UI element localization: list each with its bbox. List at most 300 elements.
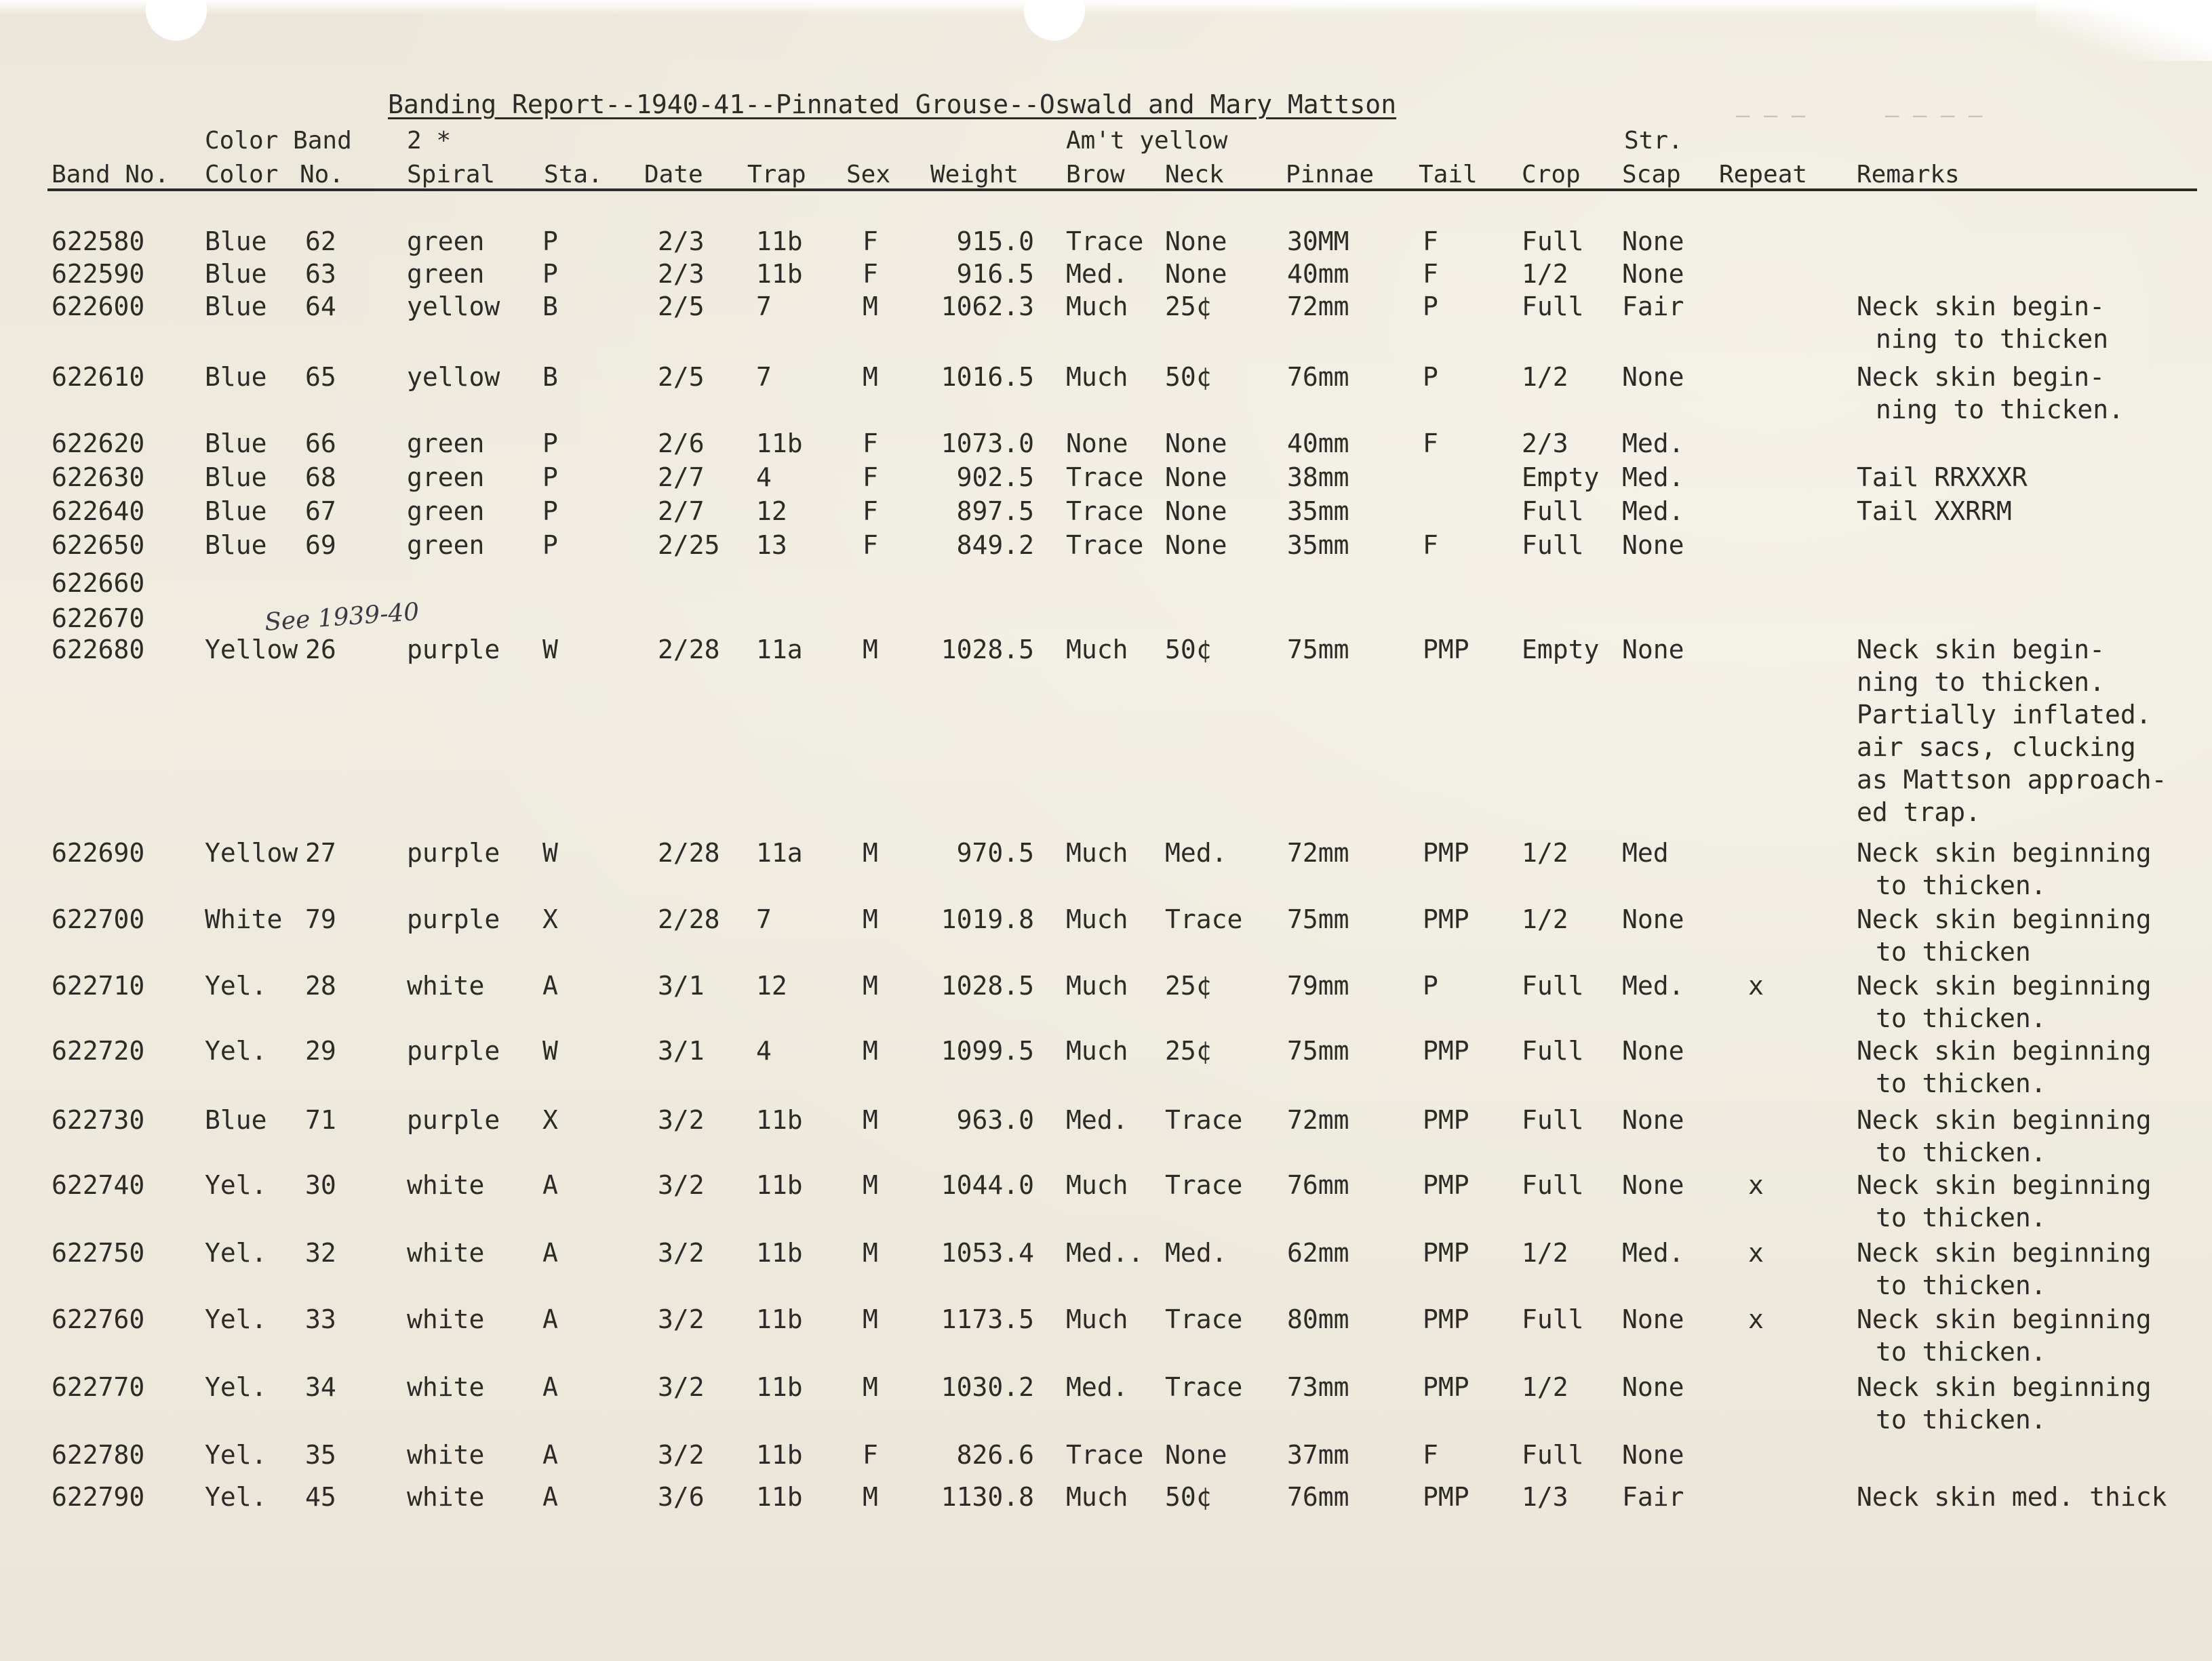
cell-remarks-line: Neck skin begin- xyxy=(1857,362,2106,392)
cell-remarks-line: to thicken. xyxy=(1876,1203,2047,1233)
cell-spiral: purple xyxy=(407,635,500,664)
cell-remarks-line: Neck skin beginning xyxy=(1857,1238,2152,1268)
cell-neck: 25¢ xyxy=(1165,971,1212,1001)
cell-scap: None xyxy=(1622,1170,1684,1200)
cell-scap: Fair xyxy=(1622,292,1684,321)
cell-remarks-line: ed trap. xyxy=(1857,797,1981,827)
cell-tail: PMP xyxy=(1423,904,1469,934)
cell-weight: 970.5 xyxy=(956,838,1034,868)
cell-pinnae: 75mm xyxy=(1287,635,1349,664)
column-header: Sta. xyxy=(544,161,603,188)
header-str: Str. xyxy=(1624,127,1683,155)
cell-pinnae: 35mm xyxy=(1287,530,1349,560)
cell-pinnae: 35mm xyxy=(1287,496,1349,526)
column-header: Sex xyxy=(846,161,891,188)
cell-scap: None xyxy=(1622,1440,1684,1470)
cell-remarks-line: to thicken. xyxy=(1876,1405,2047,1435)
cell-band: 622680 xyxy=(52,635,145,664)
cell-pinnae: 80mm xyxy=(1287,1304,1349,1334)
cell-date: 2/6 xyxy=(658,428,705,458)
cell-tail: PMP xyxy=(1423,635,1469,664)
cell-pinnae: 62mm xyxy=(1287,1238,1349,1268)
cell-color: Yel. xyxy=(205,1170,267,1200)
cell-date: 3/2 xyxy=(658,1238,705,1268)
handwritten-note: See 1939-40 xyxy=(263,598,420,637)
cell-tail: PMP xyxy=(1423,1238,1469,1268)
cell-date: 3/1 xyxy=(658,971,705,1001)
cell-trap: 13 xyxy=(756,530,787,560)
cell-band: 622750 xyxy=(52,1238,145,1268)
cell-pinnae: 75mm xyxy=(1287,904,1349,934)
cell-spiral: purple xyxy=(407,904,500,934)
cell-sex: M xyxy=(863,362,878,392)
cell-no: 71 xyxy=(305,1105,336,1135)
cell-remarks-line: to thicken. xyxy=(1876,1003,2047,1033)
cell-scap: None xyxy=(1622,1372,1684,1402)
cell-tail: F xyxy=(1423,226,1438,256)
cell-pinnae: 75mm xyxy=(1287,1036,1349,1066)
cell-date: 2/28 xyxy=(658,838,720,868)
cell-date: 2/7 xyxy=(658,496,705,526)
cell-spiral: white xyxy=(407,1372,485,1402)
cell-sta: P xyxy=(542,530,558,560)
cell-trap: 11b xyxy=(756,1105,803,1135)
cell-pinnae: 76mm xyxy=(1287,1170,1349,1200)
cell-band: 622710 xyxy=(52,971,145,1001)
cell-spiral: purple xyxy=(407,838,500,868)
cell-color: Blue xyxy=(205,292,267,321)
punch-hole-left xyxy=(146,0,207,41)
header-amt-yellow: Am't yellow xyxy=(1066,127,1228,155)
cell-brow: Med. xyxy=(1066,1372,1128,1402)
cell-color: Blue xyxy=(205,530,267,560)
cell-tail: P xyxy=(1423,971,1438,1001)
cell-spiral: white xyxy=(407,1304,485,1334)
cell-sex: M xyxy=(863,838,878,868)
cell-trap: 11b xyxy=(756,1372,803,1402)
cell-sta: X xyxy=(542,904,558,934)
cell-pinnae: 72mm xyxy=(1287,292,1349,321)
cell-sta: B xyxy=(542,362,558,392)
cell-band: 622780 xyxy=(52,1440,145,1470)
cell-band: 622650 xyxy=(52,530,145,560)
cell-sex: M xyxy=(863,1482,878,1512)
cell-sta: P xyxy=(542,496,558,526)
cell-sex: F xyxy=(863,462,878,492)
cell-spiral: white xyxy=(407,971,485,1001)
cell-sex: F xyxy=(863,226,878,256)
cell-date: 2/28 xyxy=(658,635,720,664)
column-header: Date xyxy=(644,161,703,188)
cell-brow: Trace xyxy=(1066,530,1144,560)
header-color-band: Color Band xyxy=(205,127,352,155)
column-header: No. xyxy=(300,161,344,188)
cell-remarks-line: ning to thicken xyxy=(1876,324,2109,354)
cell-sta: W xyxy=(542,1036,558,1066)
cell-weight: 1173.5 xyxy=(941,1304,1034,1334)
cell-remarks-line: Neck skin med. thick xyxy=(1857,1482,2167,1512)
cell-pinnae: 72mm xyxy=(1287,838,1349,868)
cell-no: 27 xyxy=(305,838,336,868)
cell-weight: 1030.2 xyxy=(941,1372,1034,1402)
cell-spiral: green xyxy=(407,530,485,560)
cell-no: 34 xyxy=(305,1372,336,1402)
cell-sta: W xyxy=(542,838,558,868)
cell-spiral: green xyxy=(407,259,485,289)
cell-spiral: green xyxy=(407,496,485,526)
cell-sta: W xyxy=(542,635,558,664)
cell-sta: A xyxy=(542,1170,558,1200)
cell-weight: 849.2 xyxy=(956,530,1034,560)
cell-weight: 1019.8 xyxy=(941,904,1034,934)
cell-tail: PMP xyxy=(1423,1482,1469,1512)
cell-remarks-line: Tail XXRRM xyxy=(1857,496,2012,526)
cell-color: Yel. xyxy=(205,1238,267,1268)
cell-brow: Med.. xyxy=(1066,1238,1144,1268)
cell-sex: M xyxy=(863,1105,878,1135)
column-header: Repeat xyxy=(1719,161,1808,188)
cell-sex: F xyxy=(863,428,878,458)
cell-trap: 11a xyxy=(756,838,803,868)
column-header: Pinnae xyxy=(1286,161,1375,188)
cell-brow: None xyxy=(1066,428,1128,458)
cell-crop: Full xyxy=(1522,1440,1584,1470)
cell-remarks-line: air sacs, clucking xyxy=(1857,732,2136,762)
cell-band: 622630 xyxy=(52,462,145,492)
cell-spiral: green xyxy=(407,226,485,256)
cell-sta: A xyxy=(542,1304,558,1334)
cell-date: 3/2 xyxy=(658,1170,705,1200)
paper-top-edge xyxy=(0,0,2212,15)
cell-color: Yel. xyxy=(205,1372,267,1402)
cell-brow: Much xyxy=(1066,1170,1128,1200)
cell-scap: None xyxy=(1622,635,1684,664)
cell-sta: P xyxy=(542,226,558,256)
cell-neck: None xyxy=(1165,428,1227,458)
cell-color: Blue xyxy=(205,462,267,492)
cell-no: 79 xyxy=(305,904,336,934)
cell-date: 2/7 xyxy=(658,462,705,492)
cell-trap: 11b xyxy=(756,1238,803,1268)
cell-no: 29 xyxy=(305,1036,336,1066)
cell-no: 62 xyxy=(305,226,336,256)
cell-brow: Much xyxy=(1066,971,1128,1001)
cell-trap: 4 xyxy=(756,1036,772,1066)
cell-repeat: x xyxy=(1748,1238,1764,1268)
cell-tail: F xyxy=(1423,259,1438,289)
cell-no: 67 xyxy=(305,496,336,526)
cell-remarks-line: ning to thicken. xyxy=(1857,667,2106,697)
cell-no: 64 xyxy=(305,292,336,321)
cell-remarks-line: to thicken xyxy=(1876,937,2031,967)
cell-tail: F xyxy=(1423,1440,1438,1470)
cell-repeat: x xyxy=(1748,971,1764,1001)
cell-spiral: purple xyxy=(407,1036,500,1066)
cell-remarks-line: ning to thicken. xyxy=(1876,395,2125,424)
cell-weight: 897.5 xyxy=(956,496,1034,526)
cell-scap: None xyxy=(1622,362,1684,392)
paper-corner-tear xyxy=(2036,0,2212,61)
cell-weight: 915.0 xyxy=(956,226,1034,256)
cell-neck: 25¢ xyxy=(1165,292,1212,321)
cell-scap: Med. xyxy=(1622,1238,1684,1268)
cell-weight: 1099.5 xyxy=(941,1036,1034,1066)
cell-date: 3/2 xyxy=(658,1304,705,1334)
cell-no: 30 xyxy=(305,1170,336,1200)
cell-sex: M xyxy=(863,292,878,321)
cell-trap: 7 xyxy=(756,292,772,321)
cell-crop: Full xyxy=(1522,292,1584,321)
cell-no: 66 xyxy=(305,428,336,458)
cell-crop: Full xyxy=(1522,496,1584,526)
cell-remarks-line: Neck skin beginning xyxy=(1857,971,2152,1001)
cell-remarks-line: Neck skin beginning xyxy=(1857,904,2152,934)
cell-sex: M xyxy=(863,971,878,1001)
cell-sta: P xyxy=(542,428,558,458)
cell-brow: Much xyxy=(1066,904,1128,934)
cell-scap: Fair xyxy=(1622,1482,1684,1512)
cell-no: 68 xyxy=(305,462,336,492)
cell-sex: F xyxy=(863,259,878,289)
cell-scap: None xyxy=(1622,904,1684,934)
cell-weight: 1073.0 xyxy=(941,428,1034,458)
cell-weight: 1062.3 xyxy=(941,292,1034,321)
cell-neck: Trace xyxy=(1165,1105,1243,1135)
cell-color: Blue xyxy=(205,496,267,526)
cell-remarks-line: Partially inflated. xyxy=(1857,700,2152,729)
cell-color: Blue xyxy=(205,226,267,256)
cell-sex: M xyxy=(863,904,878,934)
cell-remarks-line: to thicken. xyxy=(1876,1138,2047,1167)
cell-remarks-line: Neck skin begin- xyxy=(1857,635,2106,664)
cell-neck: 50¢ xyxy=(1165,362,1212,392)
cell-neck: Trace xyxy=(1165,1170,1243,1200)
cell-neck: 25¢ xyxy=(1165,1036,1212,1066)
cell-band: 622770 xyxy=(52,1372,145,1402)
cell-trap: 12 xyxy=(756,496,787,526)
header-spiral-note: 2 * xyxy=(407,127,452,155)
cell-color: Blue xyxy=(205,362,267,392)
cell-band: 622690 xyxy=(52,838,145,868)
cell-trap: 7 xyxy=(756,362,772,392)
cell-color: Yel. xyxy=(205,1440,267,1470)
cell-sta: A xyxy=(542,1440,558,1470)
cell-neck: None xyxy=(1165,226,1227,256)
cell-brow: Med. xyxy=(1066,259,1128,289)
cell-spiral: green xyxy=(407,428,485,458)
header-rule xyxy=(47,188,2197,191)
cell-date: 2/3 xyxy=(658,226,705,256)
cell-trap: 11b xyxy=(756,1482,803,1512)
column-header: Scap xyxy=(1622,161,1681,188)
cell-color: Yellow xyxy=(205,635,298,664)
cell-neck: Trace xyxy=(1165,904,1243,934)
cell-sex: F xyxy=(863,530,878,560)
cell-tail: PMP xyxy=(1423,838,1469,868)
cell-spiral: purple xyxy=(407,1105,500,1135)
column-header: Weight xyxy=(930,161,1019,188)
cell-color: Yel. xyxy=(205,1304,267,1334)
cell-trap: 11b xyxy=(756,226,803,256)
cell-crop: 1/2 xyxy=(1522,1238,1568,1268)
cell-pinnae: 79mm xyxy=(1287,971,1349,1001)
cell-brow: Med. xyxy=(1066,1105,1128,1135)
cell-band: 622590 xyxy=(52,259,145,289)
column-header: Band No. xyxy=(52,161,170,188)
cell-sta: X xyxy=(542,1105,558,1135)
cell-date: 3/2 xyxy=(658,1105,705,1135)
cell-no: 26 xyxy=(305,635,336,664)
cell-brow: Trace xyxy=(1066,1440,1144,1470)
cell-date: 2/25 xyxy=(658,530,720,560)
cell-scap: Med xyxy=(1622,838,1669,868)
cell-trap: 11b xyxy=(756,259,803,289)
cell-color: Yellow xyxy=(205,838,298,868)
cell-crop: 2/3 xyxy=(1522,428,1568,458)
cell-spiral: white xyxy=(407,1238,485,1268)
cell-crop: 1/2 xyxy=(1522,838,1568,868)
cell-remarks-line: Neck skin beginning xyxy=(1857,1372,2152,1402)
column-header: Neck xyxy=(1165,161,1224,188)
bleed-through-mark: — — — xyxy=(1736,102,1806,129)
cell-color: Blue xyxy=(205,259,267,289)
cell-sex: F xyxy=(863,496,878,526)
cell-band: 622670 xyxy=(52,603,145,633)
cell-remarks-line: to thicken. xyxy=(1876,1270,2047,1300)
cell-pinnae: 30MM xyxy=(1287,226,1349,256)
cell-pinnae: 76mm xyxy=(1287,362,1349,392)
cell-date: 2/3 xyxy=(658,259,705,289)
cell-date: 2/28 xyxy=(658,904,720,934)
cell-trap: 11b xyxy=(756,1304,803,1334)
cell-sex: M xyxy=(863,1238,878,1268)
cell-weight: 1130.8 xyxy=(941,1482,1034,1512)
cell-weight: 1044.0 xyxy=(941,1170,1034,1200)
cell-neck: None xyxy=(1165,1440,1227,1470)
cell-weight: 1053.4 xyxy=(941,1238,1034,1268)
cell-sex: M xyxy=(863,1036,878,1066)
cell-remarks-line: Neck skin beginning xyxy=(1857,838,2152,868)
cell-scap: None xyxy=(1622,226,1684,256)
cell-remarks-line: Neck skin beginning xyxy=(1857,1036,2152,1066)
cell-date: 2/5 xyxy=(658,362,705,392)
cell-no: 65 xyxy=(305,362,336,392)
report-title: Banding Report--1940-41--Pinnated Grouse--Oswald and Mary Mattson xyxy=(388,89,1397,119)
cell-band: 622790 xyxy=(52,1482,145,1512)
cell-trap: 11b xyxy=(756,428,803,458)
cell-remarks-line: to thicken. xyxy=(1876,1337,2047,1367)
cell-weight: 902.5 xyxy=(956,462,1034,492)
cell-scap: None xyxy=(1622,259,1684,289)
cell-tail: F xyxy=(1423,428,1438,458)
cell-trap: 7 xyxy=(756,904,772,934)
cell-crop: 1/2 xyxy=(1522,904,1568,934)
cell-no: 63 xyxy=(305,259,336,289)
cell-crop: 1/2 xyxy=(1522,1372,1568,1402)
cell-pinnae: 38mm xyxy=(1287,462,1349,492)
cell-no: 35 xyxy=(305,1440,336,1470)
cell-sex: F xyxy=(863,1440,878,1470)
column-header: Color xyxy=(205,161,279,188)
cell-tail: PMP xyxy=(1423,1304,1469,1334)
cell-crop: Full xyxy=(1522,1304,1584,1334)
cell-no: 28 xyxy=(305,971,336,1001)
cell-band: 622660 xyxy=(52,568,145,598)
cell-sta: A xyxy=(542,971,558,1001)
cell-neck: Med. xyxy=(1165,1238,1227,1268)
cell-pinnae: 37mm xyxy=(1287,1440,1349,1470)
cell-remarks-line: as Mattson approach- xyxy=(1857,765,2167,795)
cell-crop: 1/2 xyxy=(1522,362,1568,392)
punch-hole-center xyxy=(1024,0,1085,41)
cell-weight: 1016.5 xyxy=(941,362,1034,392)
cell-spiral: yellow xyxy=(407,292,500,321)
cell-trap: 12 xyxy=(756,971,787,1001)
column-header: Remarks xyxy=(1857,161,1960,188)
cell-sta: A xyxy=(542,1372,558,1402)
cell-crop: 1/3 xyxy=(1522,1482,1568,1512)
cell-neck: None xyxy=(1165,462,1227,492)
column-header: Crop xyxy=(1522,161,1581,188)
cell-color: Yel. xyxy=(205,1482,267,1512)
cell-no: 33 xyxy=(305,1304,336,1334)
cell-crop: Full xyxy=(1522,226,1584,256)
cell-crop: Full xyxy=(1522,530,1584,560)
cell-crop: Empty xyxy=(1522,635,1600,664)
cell-neck: Med. xyxy=(1165,838,1227,868)
cell-pinnae: 40mm xyxy=(1287,259,1349,289)
cell-color: White xyxy=(205,904,283,934)
cell-date: 3/2 xyxy=(658,1372,705,1402)
cell-spiral: white xyxy=(407,1482,485,1512)
cell-repeat: x xyxy=(1748,1304,1764,1334)
cell-remarks-line: Tail RRXXXR xyxy=(1857,462,2028,492)
cell-crop: 1/2 xyxy=(1522,259,1568,289)
cell-neck: Trace xyxy=(1165,1372,1243,1402)
cell-pinnae: 76mm xyxy=(1287,1482,1349,1512)
cell-spiral: green xyxy=(407,462,485,492)
cell-date: 3/6 xyxy=(658,1482,705,1512)
cell-neck: None xyxy=(1165,259,1227,289)
cell-no: 45 xyxy=(305,1482,336,1512)
cell-brow: Much xyxy=(1066,635,1128,664)
cell-sta: B xyxy=(542,292,558,321)
cell-remarks-line: to thicken. xyxy=(1876,1068,2047,1098)
cell-sex: M xyxy=(863,635,878,664)
cell-sta: P xyxy=(542,259,558,289)
cell-pinnae: 40mm xyxy=(1287,428,1349,458)
cell-pinnae: 73mm xyxy=(1287,1372,1349,1402)
cell-band: 622730 xyxy=(52,1105,145,1135)
cell-sta: A xyxy=(542,1482,558,1512)
cell-sex: M xyxy=(863,1304,878,1334)
cell-spiral: white xyxy=(407,1440,485,1470)
cell-tail: P xyxy=(1423,362,1438,392)
cell-trap: 11a xyxy=(756,635,803,664)
cell-scap: Med. xyxy=(1622,971,1684,1001)
cell-neck: 50¢ xyxy=(1165,1482,1212,1512)
cell-sex: M xyxy=(863,1372,878,1402)
cell-repeat: x xyxy=(1748,1170,1764,1200)
cell-scap: None xyxy=(1622,530,1684,560)
cell-spiral: yellow xyxy=(407,362,500,392)
cell-brow: Much xyxy=(1066,838,1128,868)
cell-band: 622720 xyxy=(52,1036,145,1066)
cell-tail: F xyxy=(1423,530,1438,560)
cell-spiral: white xyxy=(407,1170,485,1200)
cell-band: 622760 xyxy=(52,1304,145,1334)
cell-sex: M xyxy=(863,1170,878,1200)
